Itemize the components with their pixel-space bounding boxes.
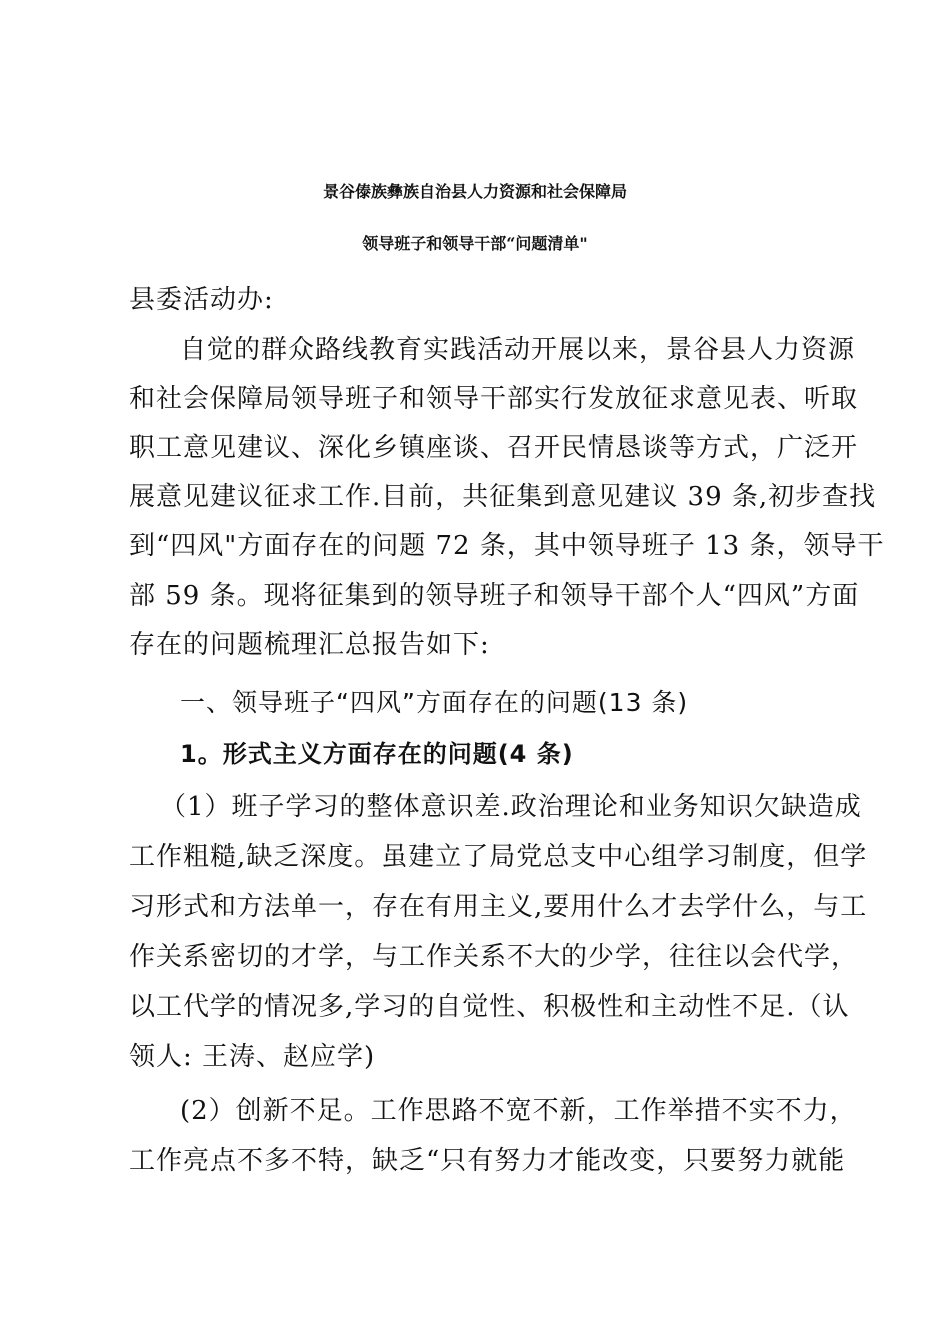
subsection-1-heading: 1。形式主义方面存在的问题(4 条) bbox=[180, 740, 574, 768]
intro-paragraph-line: 职工意见建议、深化乡镇座谈、召开民情恳谈等方式，广泛开 bbox=[129, 433, 859, 463]
section-1-heading: 一、领导班子“四风”方面存在的问题(13 条) bbox=[180, 688, 689, 717]
intro-paragraph-line: 部 59 条。现将征集到的领导班子和领导干部个人“四风”方面 bbox=[129, 581, 860, 611]
item-1-line: 习形式和方法单一，存在有用主义,要用什么才去学什么，与工 bbox=[129, 892, 868, 922]
document-title-line-2: 领导班子和领导干部“问题清单" bbox=[362, 234, 588, 253]
item-2-line: 工作亮点不多不特，缺乏“只有努力才能改变，只要努力就能 bbox=[129, 1146, 846, 1176]
item-1-line: 作关系密切的才学，与工作关系不大的少学，往往以会代学， bbox=[129, 942, 859, 972]
item-1-line: （1）班子学习的整体意识差.政治理论和业务知识欠缺造成 bbox=[160, 792, 862, 822]
intro-paragraph-line: 和社会保障局领导班子和领导干部实行发放征求意见表、听取 bbox=[129, 384, 859, 414]
intro-paragraph-line: 自觉的群众路线教育实践活动开展以来，景谷县人力资源 bbox=[180, 335, 856, 365]
item-1-line: 工作粗糙,缺乏深度。虽建立了局党总支中心组学习制度，但学 bbox=[129, 842, 868, 872]
item-2-line: (2）创新不足。工作思路不宽不新，工作举措不实不力， bbox=[180, 1096, 857, 1126]
intro-paragraph-line: 展意见建议征求工作.目前，共征集到意见建议 39 条,初步查找 bbox=[129, 482, 877, 512]
intro-paragraph-line: 到“四风"方面存在的问题 72 条，其中领导班子 13 条，领导干 bbox=[129, 531, 885, 561]
item-1-line: 以工代学的情况多,学习的自觉性、积极性和主动性不足.（认 bbox=[129, 992, 850, 1022]
item-1-line: 领人: 王涛、赵应学) bbox=[129, 1042, 376, 1072]
intro-paragraph-line: 存在的问题梳理汇总报告如下: bbox=[129, 630, 490, 660]
document-title-line-1: 景谷傣族彝族自治县人力资源和社会保障局 bbox=[322, 182, 627, 201]
salutation: 县委活动办: bbox=[129, 285, 274, 315]
